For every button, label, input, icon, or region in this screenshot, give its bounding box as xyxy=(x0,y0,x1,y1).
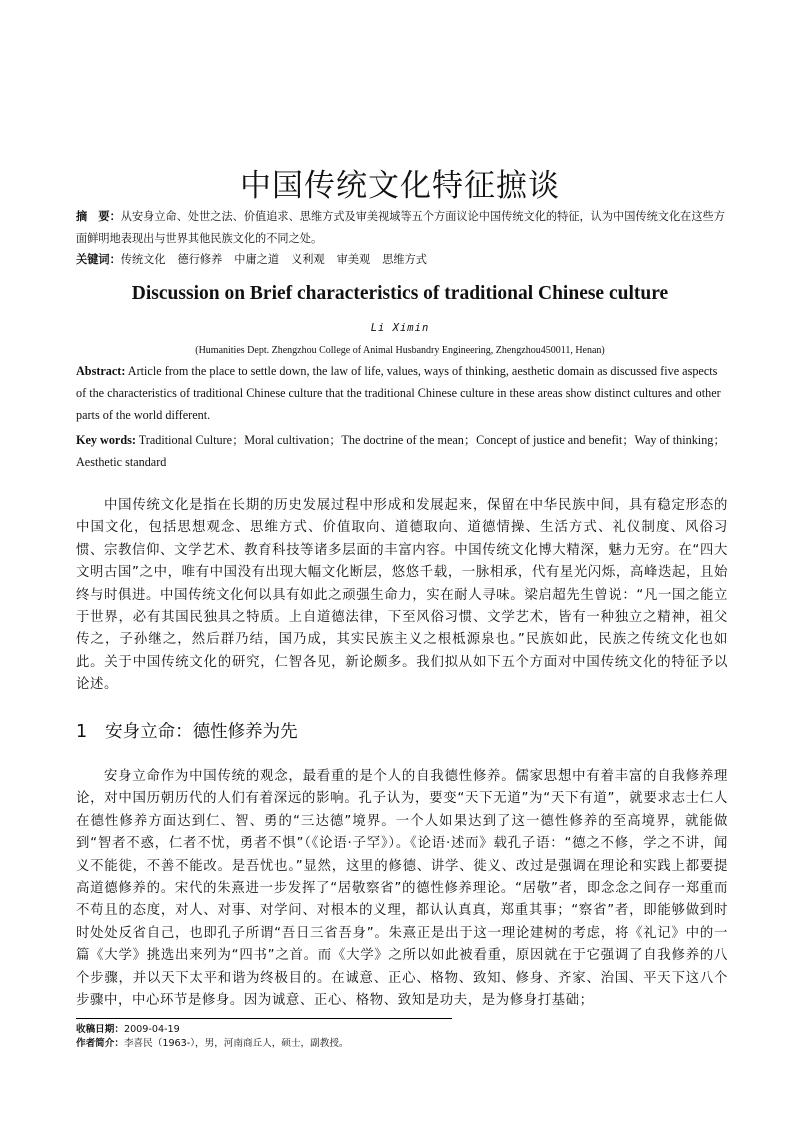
keyword-item: 德行修养 xyxy=(177,253,223,266)
english-abstract-text: Article from the place to settle down, the law of life, values, ways of thinking, aesthetic domain as discussed five aspects of the characteristics of traditional Chinese culture that the traditional Chinese culture in these areas show distinct cultures and other parts of the world different. xyxy=(76,364,721,422)
chinese-abstract-label: 摘 要： xyxy=(76,210,121,223)
keyword-item: 传统文化 xyxy=(120,253,166,266)
section-title: 安身立命：德性修养为先 xyxy=(105,722,298,742)
english-title: Discussion on Brief characteristics of traditional Chinese culture xyxy=(131,283,669,304)
footnote-received xyxy=(76,1023,180,1037)
chinese-keywords-label: 关键词： xyxy=(76,253,121,266)
footnote-author xyxy=(76,1037,349,1051)
paper-title: 中国传统文化特征摭谈 xyxy=(240,168,560,204)
english-keywords xyxy=(76,429,728,473)
section-paragraph: 安身立命作为中国传统的观念，最看重的是个人的自我德性修养。儒家思想中有着丰富的自我修养理论，对中国历朝历代的人们有着深远的影响。孔子认为，要变“天下无道”为“天下有道”，就要求志士仁人在德性修养方面达到仁、智、勇的“三达德”境界。一个人如果达到了这一德性修养的至高境界，就能做到“智者不惑，仁者不忧，勇者不惧”（《论语·子罕》）。《论语·述而》载孔子语：“德之不修，学之不讲，闻义不能徙，不善不能改。是吾忧也。”显然，这里的修德、讲学、徙义、改过是强调在理论和实践上都要提高道德修养的。宋代的朱熹进一步发挥了“居敬察省”的德性修养理论。“居敬”者，即念念之间存一郑重而不苟且的态度，对人、对事、对学问、对根本的义理，都认认真真，郑重其事；“察省”者，即能够做到时时处处反省自己，也即孔子所谓“吾日三省吾身”。朱熹正是出于这一理论建树的考虑，将《礼记》中的一篇《大学》挑选出来列为“四书”之首。而《大学》之所以如此被看重，原因就在于它强调了自我修养的八个步骤，并以天下太平和谐为终极目的。在诚意、正心、格物、致知、修身、齐家、治国、平天下这八个步骤中，中心环节是修身。因为诚意、正心、格物、致知是功夫，是为修身打基础； xyxy=(76,769,728,1009)
english-abstract xyxy=(76,360,728,426)
english-keywords-text: Traditional Culture；Moral cultivation；The doctrine of the mean；Concept of justice and benefit；Way of thinking；Aesthetic standard xyxy=(76,433,726,469)
intro-paragraph: 中国传统文化是指在长期的历史发展过程中形成和发展起来，保留在中华民族中间，具有稳定形态的中国文化，包括思想观念、思维方式、价值取向、道德取向、道德情操、生活方式、礼仪制度、风俗习惯、宗教信仰、文学艺术、教育科技等诸多层面的丰富内容。中国传统文化博大精深，魅力无穷。在“四大文明古国”之中，唯有中国没有出现大幅文化断层，悠悠千载，一脉相承，代有星光闪烁，高峰迭起，且始终与时俱进。中国传统文化何以具有如此之顽强生命力，实在耐人寻味。梁启超先生曾说：“凡一国之能立于世界，必有其国民独具之特质。上自道德法律，下至风俗习惯、文学艺术，皆有一种独立之精神，祖父传之，子孙继之，然后群乃结，国乃成，其实民族主义之根柢源泉也。”民族如此，民族之传统文化也如此。关于中国传统文化的研究，仁智各见，新论颇多。我们拟从如下五个方面对中国传统文化的特征予以论述。 xyxy=(76,498,728,693)
keyword-item: 思维方式 xyxy=(382,253,427,266)
keyword-item: 审美观 xyxy=(336,253,371,266)
english-abstract-label: Abstract: xyxy=(76,364,126,378)
author-bio: 李喜民（1963-），男，河南商丘人，硕士，副教授。 xyxy=(123,1038,349,1049)
author-affiliation: (Humanities Dept. Zhengzhou College of Animal Husbandry Engineering, Zhengzhou450011, Henan) xyxy=(195,345,605,356)
chinese-abstract-text: 从安身立命、处世之法、价值追求、思维方式及审美视域等五个方面议论中国传统文化的特征，认为中国传统文化在这些方面鲜明地表现出与世界其他民族文化的不同之处。 xyxy=(76,210,725,245)
received-date: 2009-04-19 xyxy=(123,1024,180,1035)
chinese-keywords xyxy=(76,251,726,269)
received-label: 收稿日期： xyxy=(76,1024,124,1035)
footnote-divider xyxy=(76,1018,452,1019)
section-number: 1 xyxy=(76,722,88,742)
keyword-item: 义利观 xyxy=(291,253,325,266)
keyword-item: 中庸之道 xyxy=(234,253,280,266)
english-keywords-label: Key words: xyxy=(76,433,136,447)
section-heading xyxy=(76,718,298,743)
chinese-abstract xyxy=(76,206,726,250)
author-name: Li Ximin xyxy=(370,322,430,334)
author-bio-label: 作者简介： xyxy=(76,1038,124,1049)
